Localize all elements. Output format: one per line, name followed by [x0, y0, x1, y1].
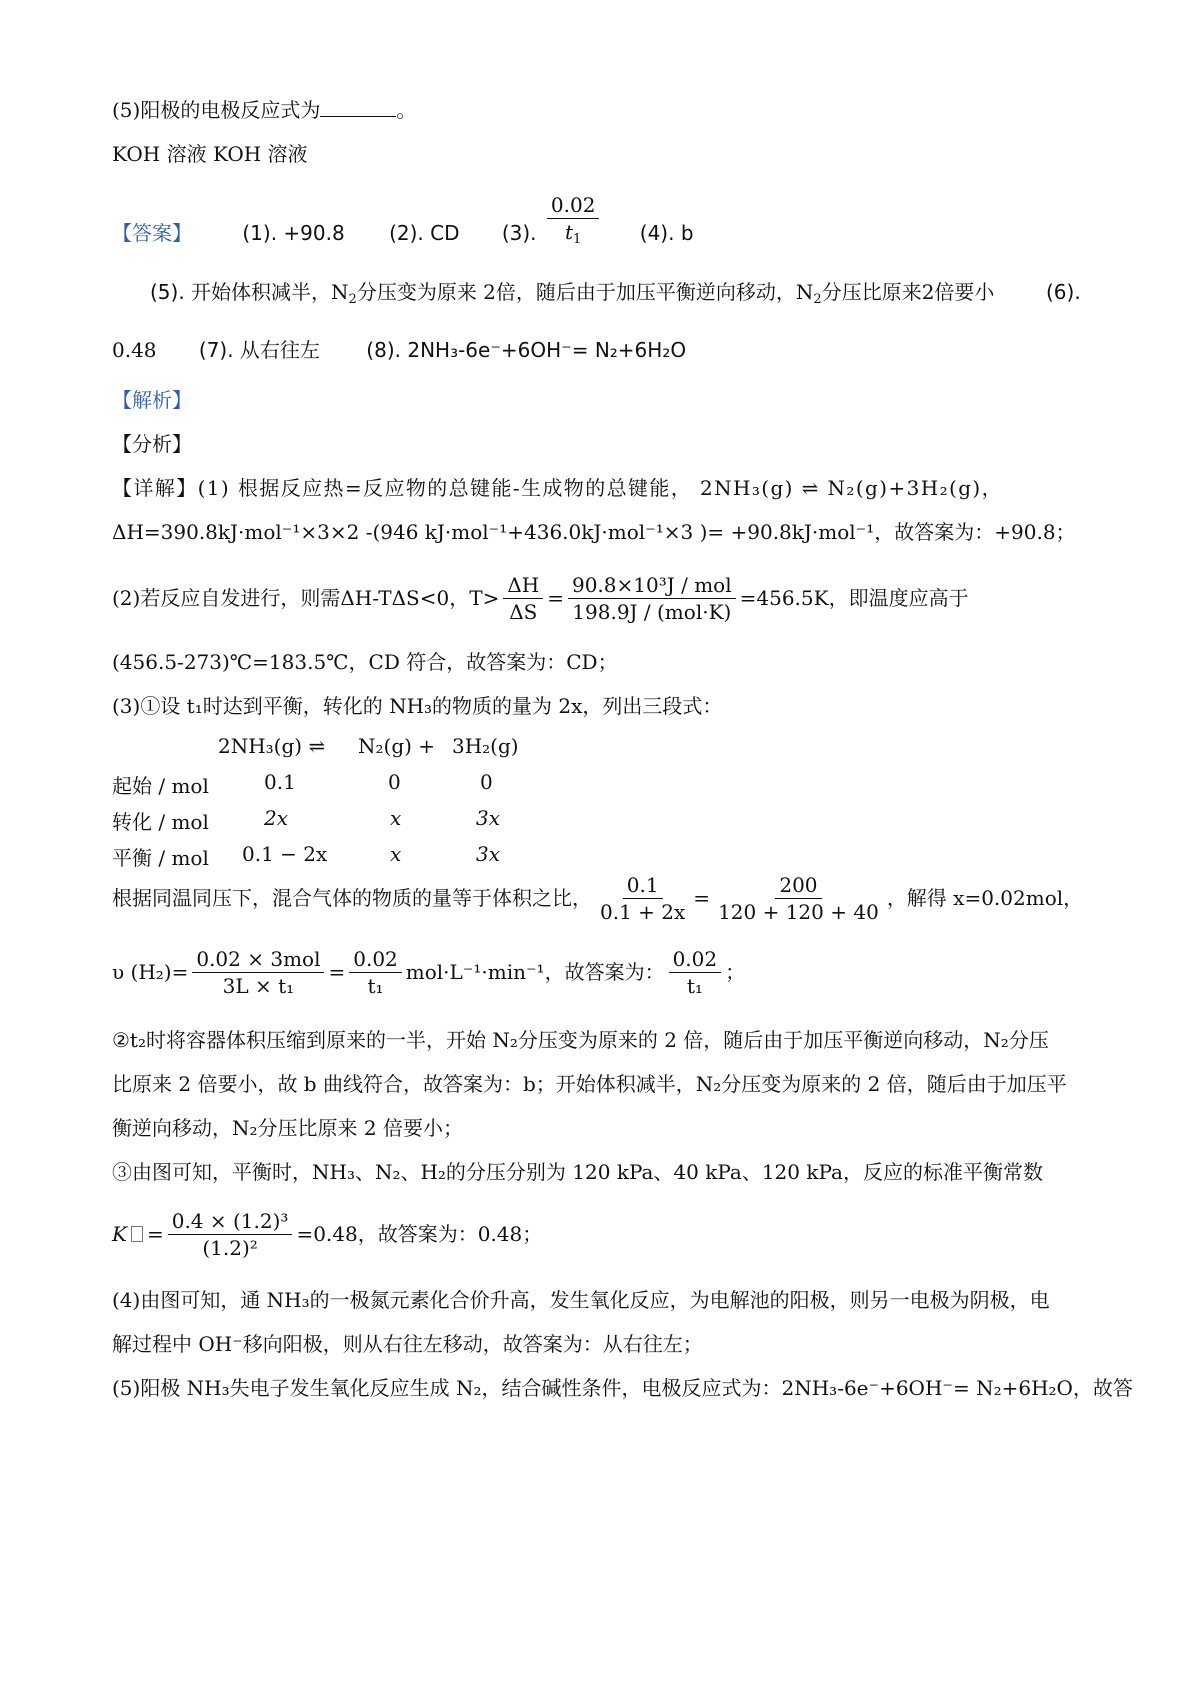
table-cell: 0: [388, 770, 401, 794]
part-3-line-1: (3)①设 t₁时达到平衡，转化的 NH₃的物质的量为 2x，列出三段式：: [112, 694, 723, 718]
fraction-numerator: ΔH: [503, 572, 543, 599]
part-2-line: (2)若反应自发进行，则需ΔH-TΔS<0，T> $\frac{\Delta H}{\Delta S}$ = $\frac{\text{90.8×10³J / mol}}{\text{198.9J / (mol·K)}}$ =456.5K，即温度应高于: [112, 572, 969, 624]
part-4-line-1: (4)由图可知，通 NH₃的一极氮元素化合价升高，发生氧化反应，为电解池的阳极，则另一电极为阴极，电: [112, 1288, 1050, 1312]
koh-line: KOH 溶液 KOH 溶液: [112, 142, 308, 166]
part-2-line-2: (456.5-273)℃=183.5℃，CD 符合，故答案为：CD；: [112, 650, 618, 674]
fraction-denominator: 198.9J / (mol·K): [572, 599, 732, 624]
part-3-rate-line: υ (H₂)= $\frac{\text{0.02 × 3mol}}{\text{3L × t₁}}$ = $\frac{0.02}{\text{t₁}}$ mol·L⁻¹·min⁻¹，故答案为： $\frac{0.02}{\text{t₁}}$ ；: [112, 946, 746, 998]
theta-symbol-box: [131, 1226, 143, 1242]
table-cell: 平衡 / mol: [112, 846, 209, 870]
answer-1: (1). +90.8: [242, 221, 345, 245]
detail-line-1: 【详解】(1) 根据反应热=反应物的总键能-生成物的总键能， 2NH₃(g) ⇌ N₂(g)+3H₂(g)，: [112, 476, 1003, 500]
answer-label: 【答案】: [112, 221, 192, 245]
answer-5-text-c: 分压比原来2倍要小: [821, 280, 995, 304]
part-2-prefix: (2)若反应自发进行，则需ΔH-TΔS<0，T>: [112, 586, 500, 610]
table-header-cell: 2NH₃(g) ⇌: [218, 734, 326, 758]
fenxi-label: 【分析】: [112, 432, 192, 456]
rate-prefix: υ (H₂)=: [112, 960, 189, 984]
fraction-numerator: 0.02: [547, 192, 600, 219]
fraction-denominator: (1.2)²: [202, 1235, 258, 1260]
fraction-denominator: ΔS: [509, 599, 538, 624]
table-cell: 0.1 − 2x: [242, 842, 328, 866]
part-3-ratio-line: 根据同温同压下，混合气体的物质的量等于体积之比， $\frac{0.1}{0.1 + 2x}$ = $\frac{200}{120 + 120 + 40}$ ，解得 x=0.02mol，: [112, 872, 1084, 924]
ratio-suffix: ，解得 x=0.02mol，: [886, 886, 1084, 910]
fraction-denominator: 0.1 + 2x: [600, 899, 686, 924]
fraction-denominator: t₁: [367, 973, 384, 998]
table-cell: 0: [480, 770, 493, 794]
answer-8: (8). 2NH₃-6e⁻+6OH⁻= N₂+6H₂O: [366, 338, 687, 362]
fraction-numerator: 200: [775, 872, 821, 899]
fraction-denominator: 120 + 120 + 40: [718, 899, 879, 924]
answer-7: (7). 从右往左: [198, 338, 320, 362]
table-cell: 2x: [264, 806, 289, 830]
answer-2: (2). CD: [389, 221, 460, 245]
part-3c-line-1: ③由图可知，平衡时，NH₃、N₂、H₂的分压分别为 120 kPa、40 kPa、120 kPa，反应的标准平衡常数: [112, 1160, 1043, 1184]
fraction-denominator: 3L × t₁: [222, 973, 295, 998]
part-5-line-1: (5)阳极 NH₃失电子发生氧化反应生成 N₂，结合碱性条件，电极反应式为：2NH₃-6e⁻+6OH⁻= N₂+6H₂O，故答: [112, 1376, 1133, 1400]
part-3b-line-2: 比原来 2 倍要小，故 b 曲线符合，故答案为：b；开始体积减半，N₂分压变为原来的 2 倍，随后由于加压平: [112, 1072, 1067, 1096]
rate-fraction-3: [669, 946, 722, 999]
ratio-prefix: 根据同温同压下，混合气体的物质的量等于体积之比，: [112, 886, 592, 910]
k-fraction: [168, 1208, 293, 1261]
fraction-denominator: t₁: [686, 973, 703, 998]
question-5-end: 。: [396, 98, 417, 122]
rate-fraction-1: [192, 946, 324, 999]
fraction-denominator: t: [564, 220, 574, 244]
fraction-numerator: 0.4 × (1.2)³: [168, 1208, 293, 1235]
fraction-subscript: 1: [573, 232, 582, 247]
table-cell: 3x: [476, 806, 501, 830]
table-header-cell: 3H₂(g): [452, 734, 519, 758]
answer-5-number: (5).: [150, 280, 185, 304]
rate-end: ；: [725, 960, 746, 984]
answer-line: [112, 193, 694, 264]
rate-unit: mol·L⁻¹·min⁻¹，故答案为：: [405, 960, 665, 984]
fraction-numerator: 0.02: [669, 946, 722, 973]
table-cell: x: [390, 806, 402, 830]
answer-6-number: (6).: [1046, 280, 1081, 304]
detail-line-2: ΔH=390.8kJ·mol⁻¹×3×2 -(946 kJ·mol⁻¹+436.0kJ·mol⁻¹×3 )= +90.8kJ·mol⁻¹，故答案为：+90.8；: [112, 520, 1076, 544]
fraction-numerator: 0.02 × 3mol: [192, 946, 324, 973]
fraction-numerator: 0.1: [623, 872, 663, 899]
part-2-suffix: =456.5K，即温度应高于: [739, 586, 969, 610]
table-cell: x: [390, 842, 402, 866]
answer-5-sub-a: 2: [348, 292, 357, 307]
answer-5-text-a: 开始体积减半，N: [191, 280, 349, 304]
answer-3: (3).: [501, 221, 537, 245]
part-3b-line-3: 衡逆向移动，N₂分压比原来 2 倍要小；: [112, 1116, 463, 1140]
fraction-numerator: 90.8×10³J / mol: [568, 572, 736, 599]
table-cell: 0.1: [264, 770, 296, 794]
answer-blank: [320, 98, 396, 117]
question-5-text: (5)阳极的电极反应式为: [112, 98, 321, 122]
answer-6-8-line: [112, 336, 686, 364]
table-cell: 转化 / mol: [112, 810, 209, 834]
ratio-fraction-1: [596, 872, 689, 925]
answer-5-line: [150, 278, 994, 314]
question-5: [112, 96, 416, 124]
answer-3-fraction: [547, 192, 600, 253]
table-cell: 3x: [476, 842, 501, 866]
k-suffix: =0.48，故答案为：0.48；: [296, 1222, 543, 1246]
ratio-fraction-2: [714, 872, 883, 925]
answer-4: (4). b: [639, 221, 694, 245]
rate-fraction-2: [349, 946, 402, 999]
fraction-numerator: 0.02: [349, 946, 402, 973]
answer-6-value: 0.48: [112, 338, 157, 362]
k-symbol: K: [112, 1222, 127, 1246]
part-4-line-2: 解过程中 OH⁻移向阳极，则从右往左移动，故答案为：从右往左；: [112, 1332, 703, 1356]
table-header-cell: N₂(g) +: [358, 734, 436, 758]
answer-5-text-b: 分压变为原来 2倍，随后由于加压平衡逆向移动，N: [356, 280, 814, 304]
equilibrium-constant-line: K = $\frac{\text{0.4 × (1.2)³}}{\text{(1.2)²}}$ =0.48，故答案为：0.48；: [112, 1208, 543, 1260]
part-2-fraction-1: [503, 572, 543, 625]
answer-5-sub-b: 2: [813, 292, 822, 307]
part-2-fraction-2: [568, 572, 736, 625]
table-cell: 起始 / mol: [112, 774, 209, 798]
part-3b-line-1: ②t₂时将容器体积压缩到原来的一半，开始 N₂分压变为原来的 2 倍，随后由于加压平衡逆向移动，N₂分压: [112, 1028, 1049, 1052]
jiexi-label: 【解析】: [112, 388, 192, 412]
